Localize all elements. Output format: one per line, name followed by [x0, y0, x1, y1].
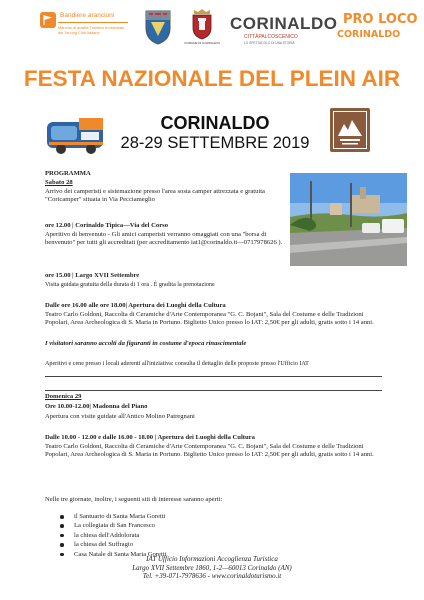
footer-line3: Tel. +39-071-7978636 - www.corinaldoturismo.it — [142, 572, 282, 581]
corinaldo-logo — [230, 14, 338, 48]
saturday-arrival: Arrivo dei camperisti e sistemazione presso l'area sosta camper attrezzata e gratuita "Coricamper" situata in Via Pecciameglio — [45, 188, 265, 204]
bandiere-title: Bandiere arancioni — [60, 12, 115, 19]
divider — [58, 22, 128, 23]
corinaldo-logo-subtitle: CITTÀPALCOSCENICO — [244, 34, 298, 40]
saturday-item2-text: Visita guidata gratuita della durata di 1 ora . È gradita la prenotazione — [45, 282, 215, 288]
orange-flag-icon — [40, 12, 56, 28]
sunday-heading: Domenica 29 — [45, 393, 82, 400]
list-item: la chiesa del Suffragio — [60, 540, 166, 549]
divider — [45, 390, 382, 391]
municipal-crest-icon — [190, 8, 214, 40]
saturday-item3-head: Dalle ore 16.00 alle ore 18.00| Apertura dei Luoghi della Cultura — [45, 302, 226, 309]
saturday-item3-text: Teatro Carlo Goldoni, Raccolta di Ceramiche d'Arte Contemporanea "G. C. Bojani", Sala del Costume e delle Tradizioni Popolari, Area Archeologica di S. Maria in Portuno. Biglietto Unico presso lo IAT: 2,50€ per gli adulti, gratis sotto i 14 anni. — [45, 311, 374, 327]
corinaldo-logo-name: CORINALDO — [230, 14, 338, 33]
sunday-item2-text: Teatro Carlo Goldoni, Raccolta di Ceramiche d'Arte Contemporanea "G. C. Bojani", Sala del Costume e delle Tradizioni Popolari, Area Archeologica di S. Maria in Portuno. Biglietto Unico presso lo IAT: 2,50€ per gli adulti, gratis sotto i 14 anni. — [45, 443, 374, 459]
list-item: La collegiata di San Francesco — [60, 521, 166, 530]
sunday-item1-head: Ore 10.00-12.00| Madonna del Piano — [45, 403, 148, 410]
divider — [45, 376, 382, 377]
corinaldo-logo-tagline: LO SPETTACOLO DI UNA STORIA — [244, 41, 295, 45]
proloco-line1: PRO LOCO — [343, 12, 418, 27]
program-heading: PROGRAMMA — [45, 170, 91, 177]
saturday-item1-head: ore 12.00 | Corinaldo Tipica—Via del Corso — [45, 222, 169, 229]
town-photo — [290, 173, 407, 266]
plein-air-logo — [45, 112, 109, 156]
crest-label: COMUNE DI CORINALDO — [184, 41, 220, 45]
tourist-sign-icon — [330, 108, 370, 152]
saturday-heading: Sabato 28 — [45, 179, 73, 186]
coat-of-arms-icon — [143, 8, 173, 46]
saturday-item3-note: I visitatori saranno accolti da figuranti in costume d'epoca rinascimentale — [45, 340, 247, 347]
bandiere-arancioni-logo — [40, 10, 128, 50]
open-sites-list — [60, 512, 166, 559]
saturday-item2-head: ore 15.00 | Largo XVII Settembre — [45, 272, 140, 279]
footer-line2: Largo XVII Settembre 1860, 1-2—60013 Corinaldo (AN) — [132, 563, 292, 572]
event-town: CORINALDO — [160, 113, 270, 133]
saturday-item1-text: Aperitivo di benvenuto - Gli amici camperisti verranno omaggiati con una "borsa di benvenuto" per tutti gli accreditati (per accreditamento iat1@corinaldo.it—0717978626 ). — [45, 231, 283, 247]
sunday-item2-head: Dalle 10.00 - 12.00 e dalle 16.00 - 18.00 | Apertura dei Luoghi della Cultura — [45, 434, 255, 441]
proloco-line2: CORINALDO — [337, 29, 401, 40]
sunday-item1-text: Apertura con visite guidate all'Antico Molino Patregnani — [45, 413, 195, 420]
comune-crest — [184, 8, 220, 48]
bandiere-text: Marchio di qualità Turistico Ambientale del Touring Club Italiano — [58, 25, 125, 35]
footer-line1: IAT Ufficio Informazioni Accoglienza Turistica — [146, 555, 278, 563]
page-title: FESTA NAZIONALE DEL PLEIN AIR — [23, 66, 401, 91]
list-item: il Santuario di Santa Maria Goretti — [60, 512, 166, 521]
open-sites-intro: Nelle tre giornate, inoltre, i seguenti siti di interesse saranno aperti: — [45, 496, 223, 503]
footer — [0, 555, 424, 581]
aperitivi-note: Aperitivi e cene presso i locali aderenti all'iniziativa: consulta il dettaglio delle proposte presso l'Ufficio IAT — [45, 361, 309, 367]
proloco-logo — [337, 12, 418, 48]
list-item: la chiesa dell'Addolorata — [60, 531, 166, 540]
event-dates: 28-29 SETTEMBRE 2019 — [120, 134, 310, 152]
list-item: Casa Natale di Santa Maria Goretti — [60, 550, 166, 559]
